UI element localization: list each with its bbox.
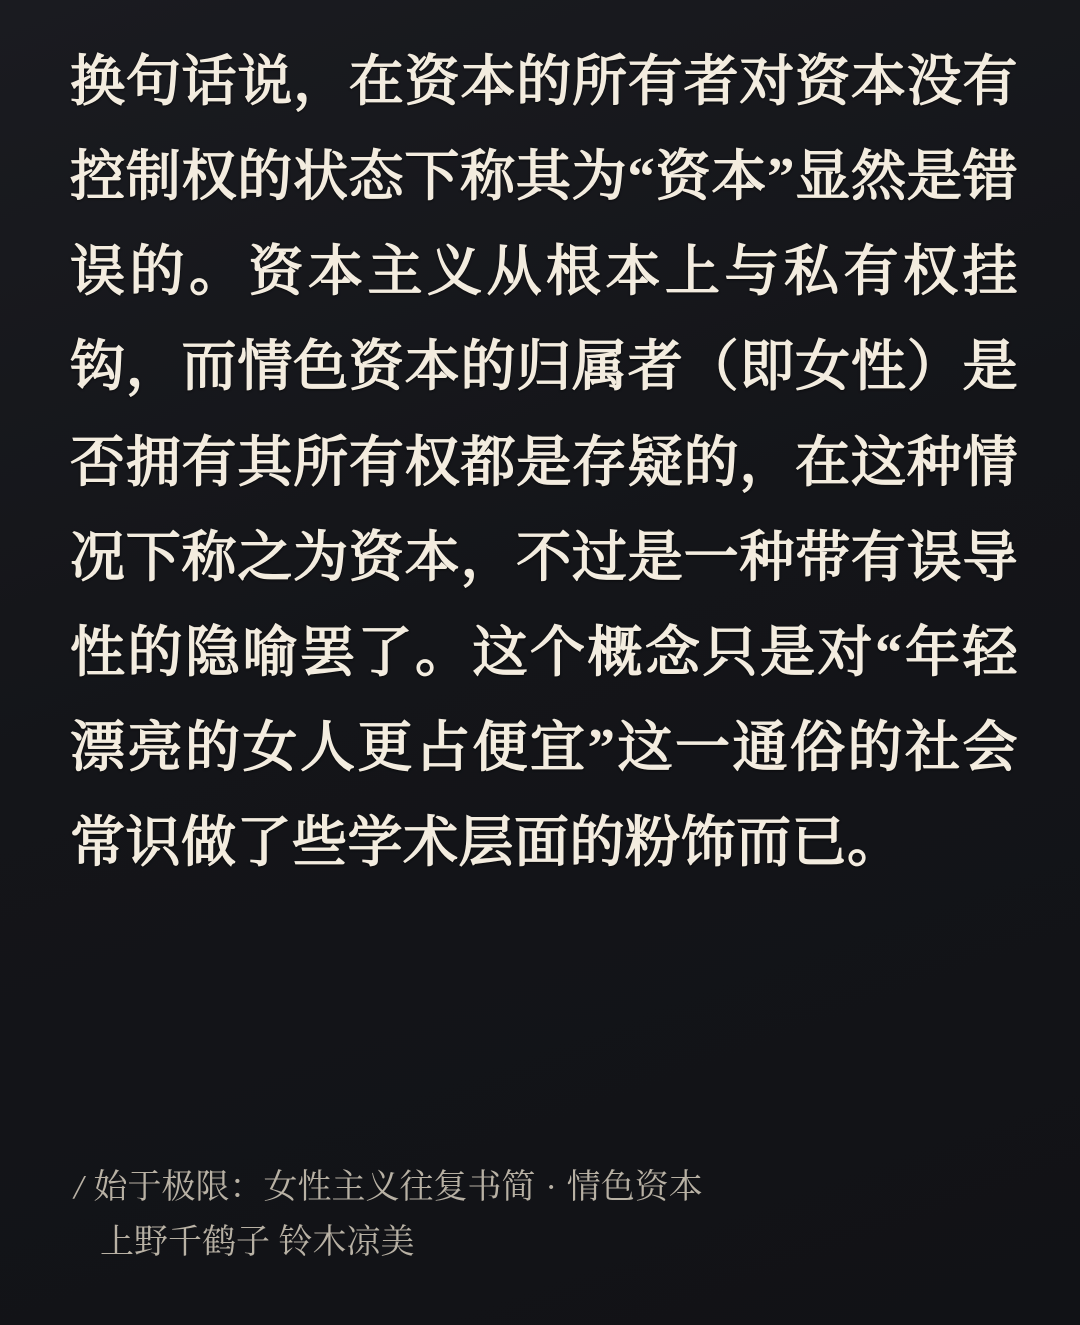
separator-dot: · bbox=[545, 1168, 557, 1206]
source-line-title bbox=[74, 1160, 1010, 1215]
book-title: 始于极限：女性主义往复书简 bbox=[93, 1168, 536, 1206]
source-attribution bbox=[74, 1160, 1010, 1270]
slash-mark: / bbox=[74, 1168, 84, 1206]
source-authors: 上野千鹤子 铃木凉美 bbox=[100, 1223, 415, 1261]
quote-text: 换句话说，在资本的所有者对资本没有控制权的状态下称其为“资本”显然是错误的。资本主义从根本上与私有权挂钩，而情色资本的归属者（即女性）是否拥有其所有权都是存疑的，在这种情况下称之为资本，不过是一种带有误导性的隐喻罢了。这个概念只是对“年轻漂亮的女人更占便宜”这一通俗的社会常识做了些学术层面的粉饰而已。 bbox=[70, 51, 1018, 874]
chapter-title: 情色资本 bbox=[566, 1168, 703, 1206]
